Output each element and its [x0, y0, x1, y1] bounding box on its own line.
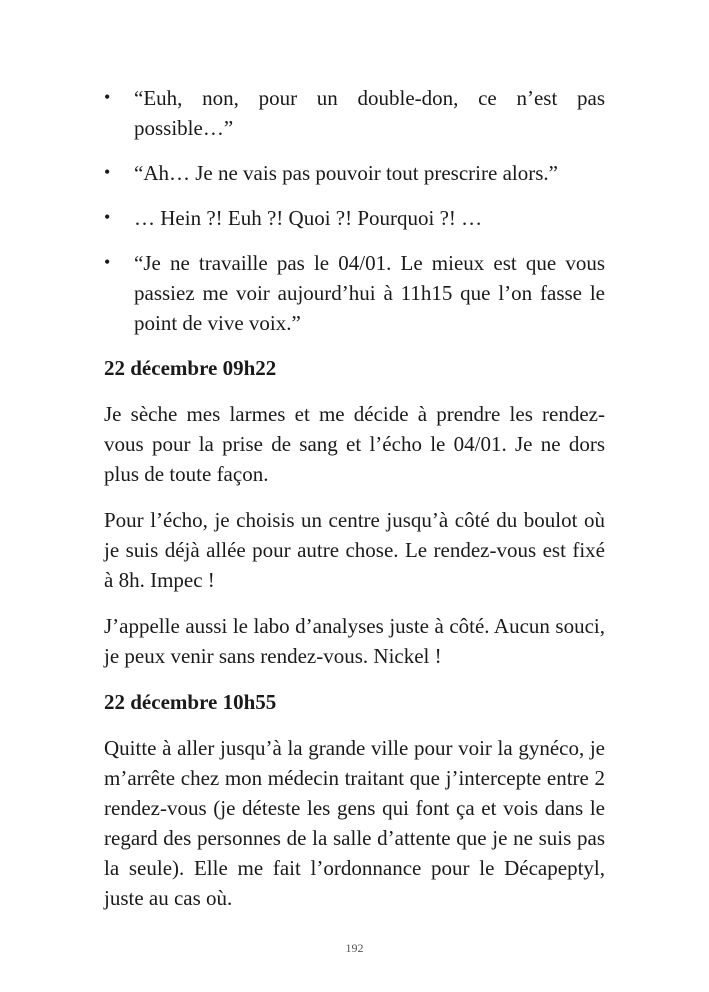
list-item-text: “Je ne travaille pas le 04/01. Le mieux est que vous passiez me voir aujourd’hui à 11h15 que l’on fasse le point de vive voix.”: [134, 251, 605, 335]
page-number: 192: [345, 941, 364, 955]
paragraph: Pour l’écho, je choisis un centre jusqu’à côté du boulot où je suis déjà allée pour autre chose. Le rendez-vous est fixé à 8h. Impec !: [104, 508, 605, 592]
bullet-icon: •: [104, 162, 111, 182]
paragraph: Quitte à aller jusqu’à la grande ville pour voir la gynéco, je m’arrête chez mon médecin traitant que j’intercepte entre 2 rendez-vous (je déteste les gens qui font ça et vois dans le regard des personnes de la salle d’attente que je ne suis pas la seule). Elle me fait l’ordonnance pour le Décapeptyl, juste au cas où.: [104, 736, 605, 910]
list-item-text: … Hein ?! Euh ?! Quoi ?! Pourquoi ?! …: [134, 206, 483, 230]
list-item-text: “Ah… Je ne vais pas pouvoir tout prescrire alors.”: [134, 161, 558, 185]
dialogue-list: [104, 83, 605, 338]
section-heading-2: 22 décembre 10h55: [104, 690, 277, 714]
bullet-icon: •: [104, 207, 111, 227]
bullet-icon: •: [104, 87, 111, 107]
section-heading-1: 22 décembre 09h22: [104, 356, 277, 380]
list-item: [104, 83, 605, 143]
list-item-text: “Euh, non, pour un double-don, ce n’est pas possible…”: [134, 86, 605, 140]
paragraph: Je sèche mes larmes et me décide à prendre les rendez-vous pour la prise de sang et l’écho le 04/01. Je ne dors plus de toute façon.: [104, 402, 605, 486]
list-item: [104, 158, 605, 188]
list-item: [104, 248, 605, 338]
bullet-icon: •: [104, 252, 111, 272]
page-body: [104, 83, 605, 929]
paragraph: J’appelle aussi le labo d’analyses juste à côté. Aucun souci, je peux venir sans rendez-vous. Nickel !: [104, 614, 605, 668]
list-item: [104, 203, 605, 233]
